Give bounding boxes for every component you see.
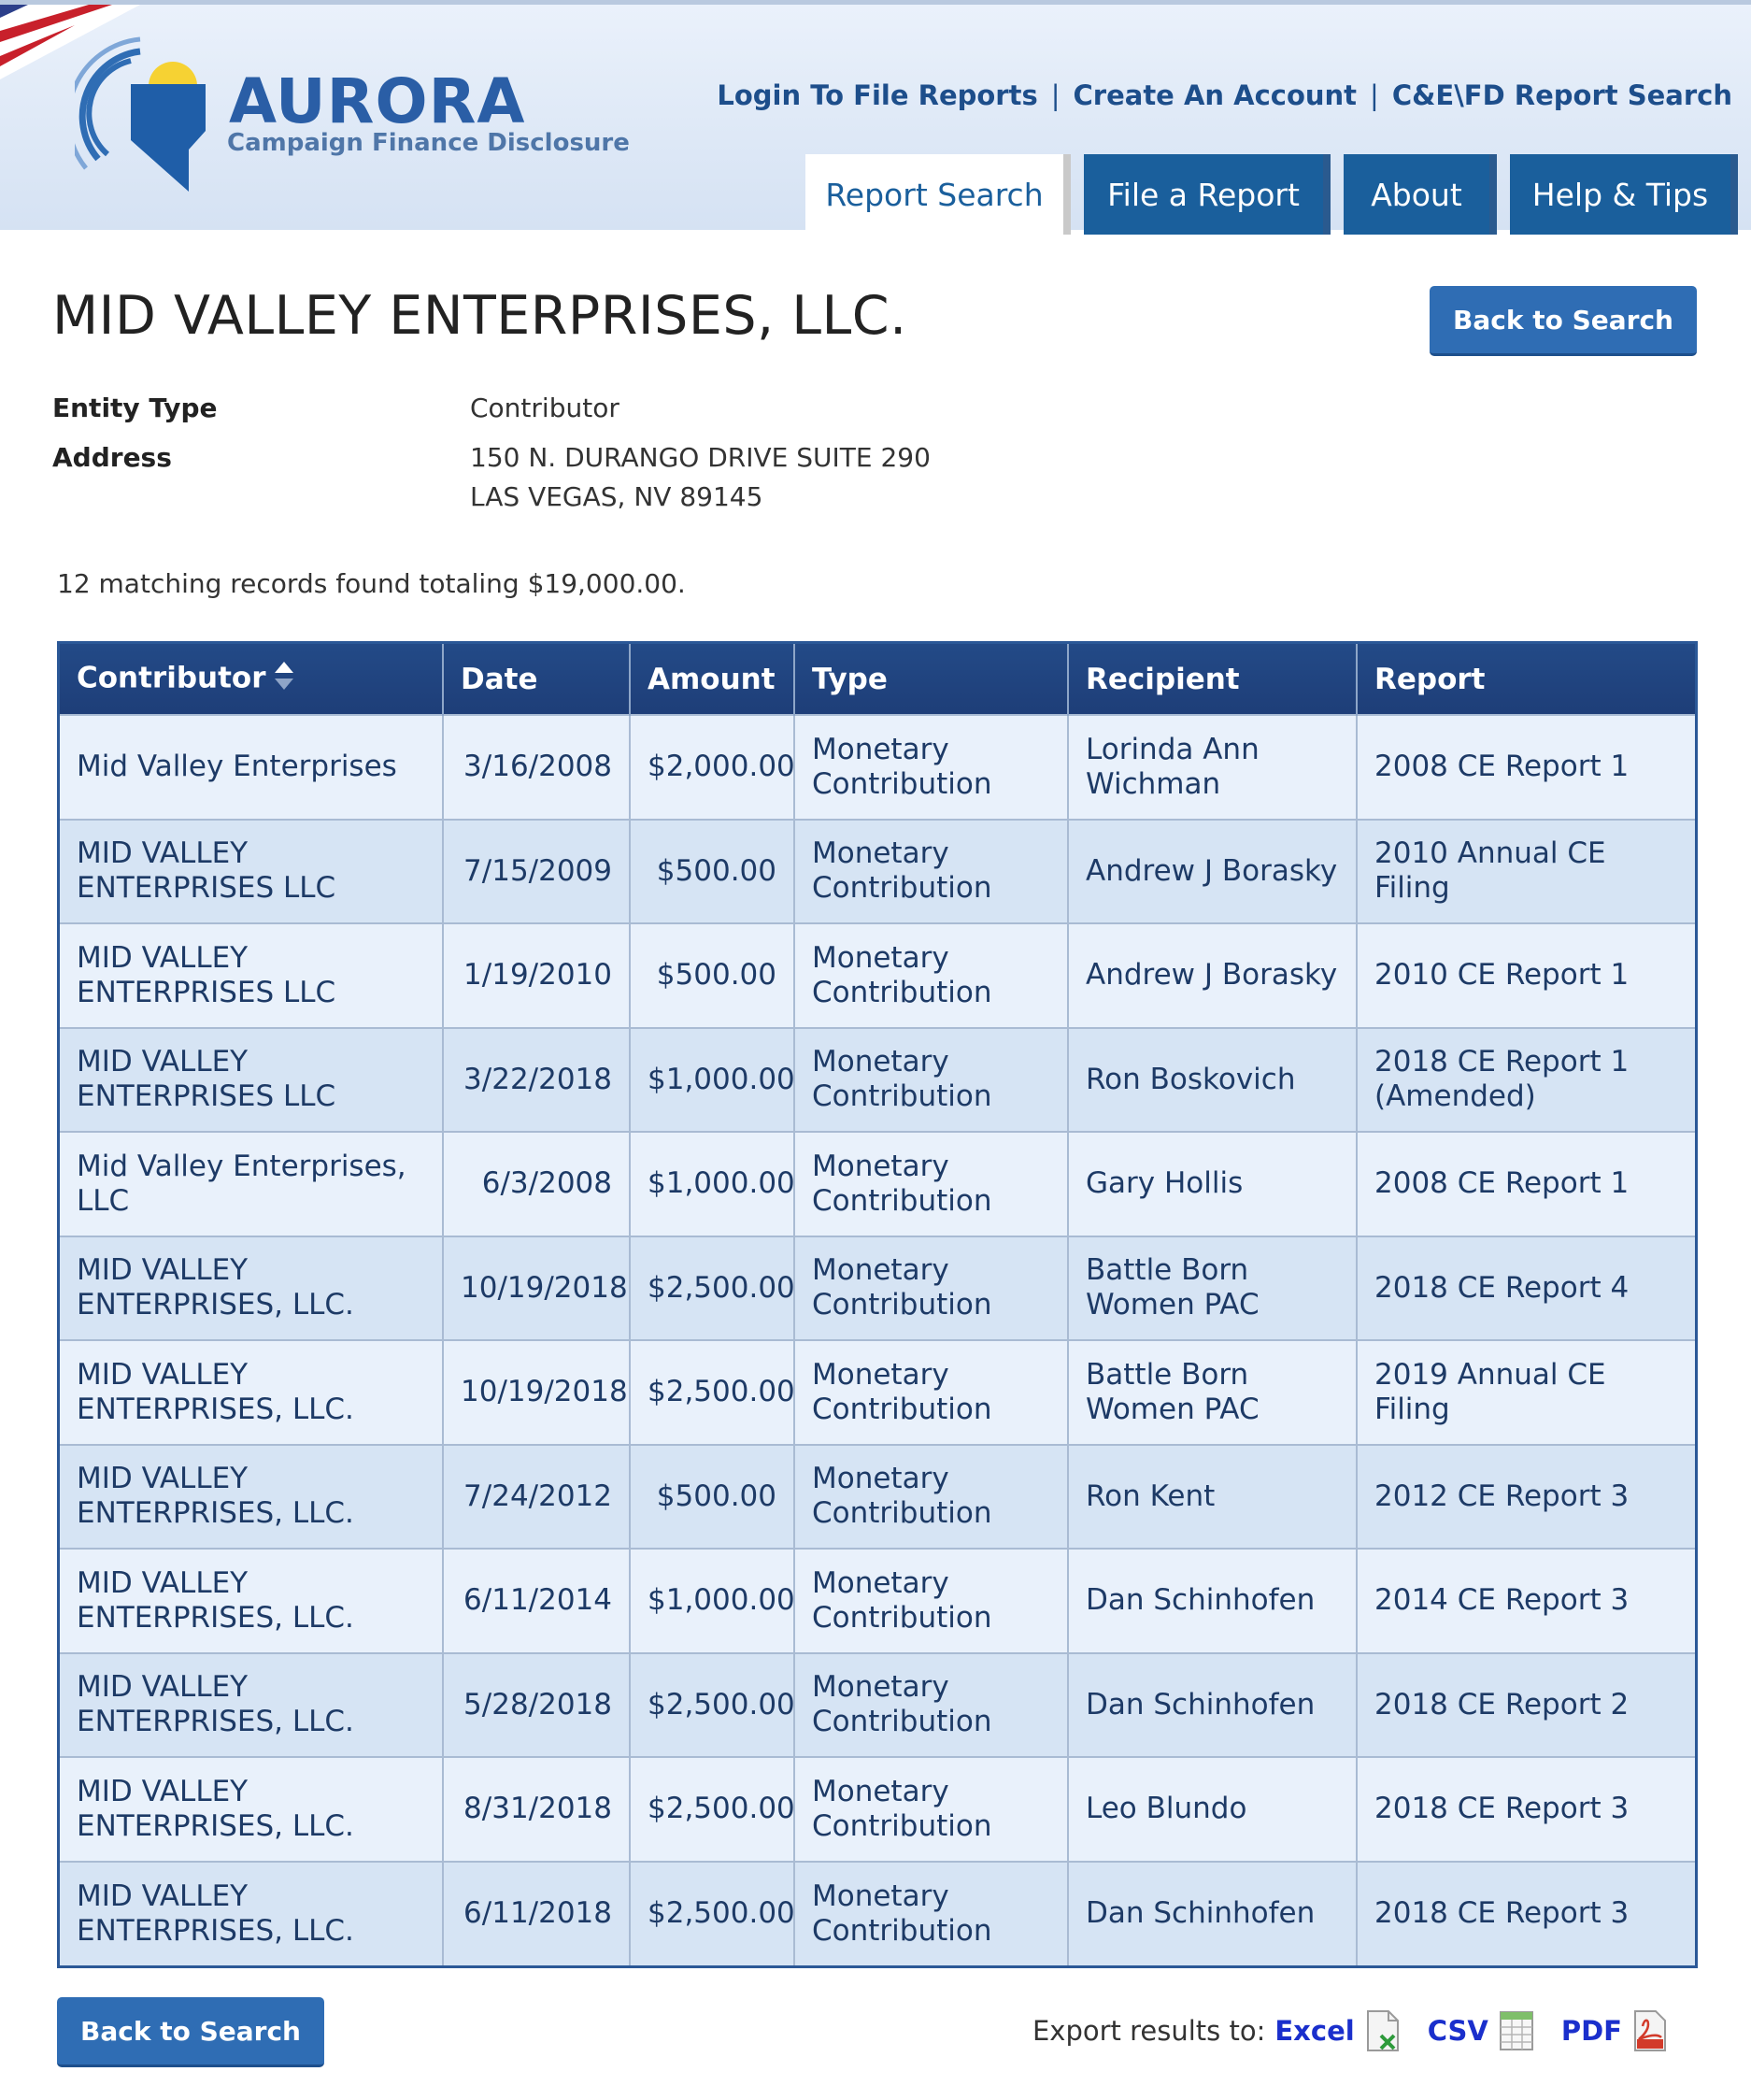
sort-icon[interactable]: [274, 660, 294, 699]
table-row: [60, 1757, 1695, 1862]
cell-contributor[interactable]: MID VALLEY ENTERPRISES, LLC.: [60, 1340, 443, 1445]
results-summary: 12 matching records found totaling $19,000.00.: [57, 568, 686, 599]
cell-type: Monetary Contribution: [794, 1132, 1068, 1236]
cell-date: 6/11/2018: [443, 1862, 630, 1966]
cell-contributor[interactable]: MID VALLEY ENTERPRISES LLC: [60, 820, 443, 924]
cell-type: Monetary Contribution: [794, 1549, 1068, 1653]
cell-report[interactable]: 2018 CE Report 3: [1357, 1862, 1695, 1966]
entity-type-label: Entity Type: [52, 393, 218, 423]
cell-recipient[interactable]: Andrew J Borasky: [1068, 923, 1357, 1028]
tab-about[interactable]: About: [1344, 154, 1497, 235]
export-csv-link[interactable]: CSV: [1427, 2015, 1488, 2047]
cell-contributor[interactable]: MID VALLEY ENTERPRISES, LLC.: [60, 1862, 443, 1966]
main-nav: [805, 154, 1738, 235]
cell-contributor[interactable]: MID VALLEY ENTERPRISES, LLC.: [60, 1653, 443, 1758]
column-header-recipient[interactable]: Recipient: [1068, 644, 1357, 715]
cell-report[interactable]: 2012 CE Report 3: [1357, 1445, 1695, 1550]
column-header-type[interactable]: Type: [794, 644, 1068, 715]
table-row: [60, 1132, 1695, 1236]
cell-type: Monetary Contribution: [794, 1862, 1068, 1966]
cell-report[interactable]: 2008 CE Report 1: [1357, 715, 1695, 820]
cell-contributor[interactable]: MID VALLEY ENTERPRISES LLC: [60, 1028, 443, 1133]
cell-type: Monetary Contribution: [794, 923, 1068, 1028]
cell-contributor[interactable]: MID VALLEY ENTERPRISES LLC: [60, 923, 443, 1028]
cell-recipient[interactable]: Dan Schinhofen: [1068, 1653, 1357, 1758]
cell-report[interactable]: 2019 Annual CE Filing: [1357, 1340, 1695, 1445]
link-separator: |: [1370, 79, 1379, 111]
cell-amount: $1,000.00: [630, 1132, 794, 1236]
cell-contributor[interactable]: MID VALLEY ENTERPRISES, LLC.: [60, 1236, 443, 1341]
cell-report[interactable]: 2008 CE Report 1: [1357, 1132, 1695, 1236]
cell-contributor[interactable]: Mid Valley Enterprises, LLC: [60, 1132, 443, 1236]
cell-recipient[interactable]: Lorinda Ann Wichman: [1068, 715, 1357, 820]
cell-type: Monetary Contribution: [794, 820, 1068, 924]
cell-date: 10/19/2018: [443, 1340, 630, 1445]
table-row: [60, 1236, 1695, 1341]
export-pdf-link[interactable]: PDF: [1560, 2015, 1622, 2047]
cell-recipient[interactable]: Ron Boskovich: [1068, 1028, 1357, 1133]
table-row: [60, 715, 1695, 820]
export-excel-link[interactable]: Excel: [1274, 2015, 1355, 2047]
pdf-icon[interactable]: [1631, 2009, 1669, 2052]
tab-file-a-report[interactable]: File a Report: [1084, 154, 1331, 235]
cell-recipient[interactable]: Gary Hollis: [1068, 1132, 1357, 1236]
table-row: [60, 820, 1695, 924]
results-table: [57, 641, 1698, 1968]
cell-report[interactable]: 2018 CE Report 3: [1357, 1757, 1695, 1862]
cell-date: 8/31/2018: [443, 1757, 630, 1862]
export-label: Export results to:: [1032, 2015, 1266, 2047]
cell-amount: $2,500.00: [630, 1862, 794, 1966]
table-row: [60, 1340, 1695, 1445]
cell-recipient[interactable]: Ron Kent: [1068, 1445, 1357, 1550]
cell-type: Monetary Contribution: [794, 1028, 1068, 1133]
site-header: [0, 0, 1751, 230]
cell-date: 7/24/2012: [443, 1445, 630, 1550]
cell-type: Monetary Contribution: [794, 1445, 1068, 1550]
table-row: [60, 1028, 1695, 1133]
cell-amount: $2,000.00: [630, 715, 794, 820]
cell-recipient[interactable]: Battle Born Women PAC: [1068, 1236, 1357, 1341]
column-header-report[interactable]: Report: [1357, 644, 1695, 715]
cell-type: Monetary Contribution: [794, 715, 1068, 820]
excel-icon[interactable]: [1364, 2009, 1402, 2052]
cell-amount: $2,500.00: [630, 1236, 794, 1341]
cell-recipient[interactable]: Leo Blundo: [1068, 1757, 1357, 1862]
cell-amount: $2,500.00: [630, 1653, 794, 1758]
table-row: [60, 1653, 1695, 1758]
cell-contributor[interactable]: MID VALLEY ENTERPRISES, LLC.: [60, 1445, 443, 1550]
back-to-search-button-bottom[interactable]: Back to Search: [57, 1997, 324, 2067]
column-label: Contributor: [77, 661, 266, 694]
address-line-2: LAS VEGAS, NV 89145: [470, 481, 763, 512]
cell-report[interactable]: 2010 Annual CE Filing: [1357, 820, 1695, 924]
cell-date: 1/19/2010: [443, 923, 630, 1028]
cell-amount: $2,500.00: [630, 1757, 794, 1862]
cell-recipient[interactable]: Battle Born Women PAC: [1068, 1340, 1357, 1445]
table-row: [60, 1445, 1695, 1550]
create-account-link[interactable]: Create An Account: [1073, 79, 1358, 111]
cell-amount: $500.00: [630, 820, 794, 924]
back-to-search-button[interactable]: Back to Search: [1430, 286, 1697, 356]
cell-type: Monetary Contribution: [794, 1653, 1068, 1758]
entity-type-value: Contributor: [470, 393, 619, 423]
cell-amount: $1,000.00: [630, 1028, 794, 1133]
logo-subtitle: Campaign Finance Disclosure: [227, 129, 630, 157]
table-row: [60, 923, 1695, 1028]
cell-contributor[interactable]: MID VALLEY ENTERPRISES, LLC.: [60, 1757, 443, 1862]
address-label: Address: [52, 442, 172, 473]
column-header-date[interactable]: Date: [443, 644, 630, 715]
cell-recipient[interactable]: Dan Schinhofen: [1068, 1549, 1357, 1653]
csv-icon[interactable]: [1498, 2009, 1535, 2052]
cell-type: Monetary Contribution: [794, 1340, 1068, 1445]
cell-report[interactable]: 2018 CE Report 4: [1357, 1236, 1695, 1341]
cell-contributor[interactable]: Mid Valley Enterprises: [60, 715, 443, 820]
cell-report[interactable]: 2014 CE Report 3: [1357, 1549, 1695, 1653]
cell-report[interactable]: 2010 CE Report 1: [1357, 923, 1695, 1028]
logo-title: AURORA: [229, 65, 526, 137]
cell-type: Monetary Contribution: [794, 1236, 1068, 1341]
top-links: [717, 79, 1732, 111]
tab-report-search[interactable]: Report Search: [805, 154, 1071, 235]
cell-type: Monetary Contribution: [794, 1757, 1068, 1862]
table-row: [60, 1862, 1695, 1966]
cell-amount: $500.00: [630, 1445, 794, 1550]
cell-report[interactable]: 2018 CE Report 2: [1357, 1653, 1695, 1758]
login-link[interactable]: Login To File Reports: [717, 79, 1038, 111]
cell-amount: $1,000.00: [630, 1549, 794, 1653]
cell-contributor[interactable]: MID VALLEY ENTERPRISES, LLC.: [60, 1549, 443, 1653]
page-title: MID VALLEY ENTERPRISES, LLC.: [52, 285, 907, 347]
cell-recipient[interactable]: Dan Schinhofen: [1068, 1862, 1357, 1966]
cell-date: 5/28/2018: [443, 1653, 630, 1758]
export-bar: [1032, 2009, 1686, 2052]
table-body: [60, 715, 1695, 1965]
cell-recipient[interactable]: Andrew J Borasky: [1068, 820, 1357, 924]
cell-report[interactable]: 2018 CE Report 1 (Amended): [1357, 1028, 1695, 1133]
cell-date: 3/22/2018: [443, 1028, 630, 1133]
cell-date: 7/15/2009: [443, 820, 630, 924]
table-row: [60, 1549, 1695, 1653]
address-line-1: 150 N. DURANGO DRIVE SUITE 290: [470, 442, 931, 473]
cell-date: 3/16/2008: [443, 715, 630, 820]
cell-amount: $500.00: [630, 923, 794, 1028]
cell-date: 6/11/2014: [443, 1549, 630, 1653]
column-header-contributor[interactable]: [60, 644, 443, 715]
cell-date: 6/3/2008: [443, 1132, 630, 1236]
table-header-row: [60, 644, 1695, 715]
cell-amount: $2,500.00: [630, 1340, 794, 1445]
report-search-link[interactable]: C&E\FD Report Search: [1391, 79, 1732, 111]
link-separator: |: [1050, 79, 1061, 111]
column-header-amount[interactable]: Amount: [630, 644, 794, 715]
tab-help-tips[interactable]: Help & Tips: [1510, 154, 1738, 235]
cell-date: 10/19/2018: [443, 1236, 630, 1341]
aurora-logo[interactable]: [75, 28, 630, 206]
